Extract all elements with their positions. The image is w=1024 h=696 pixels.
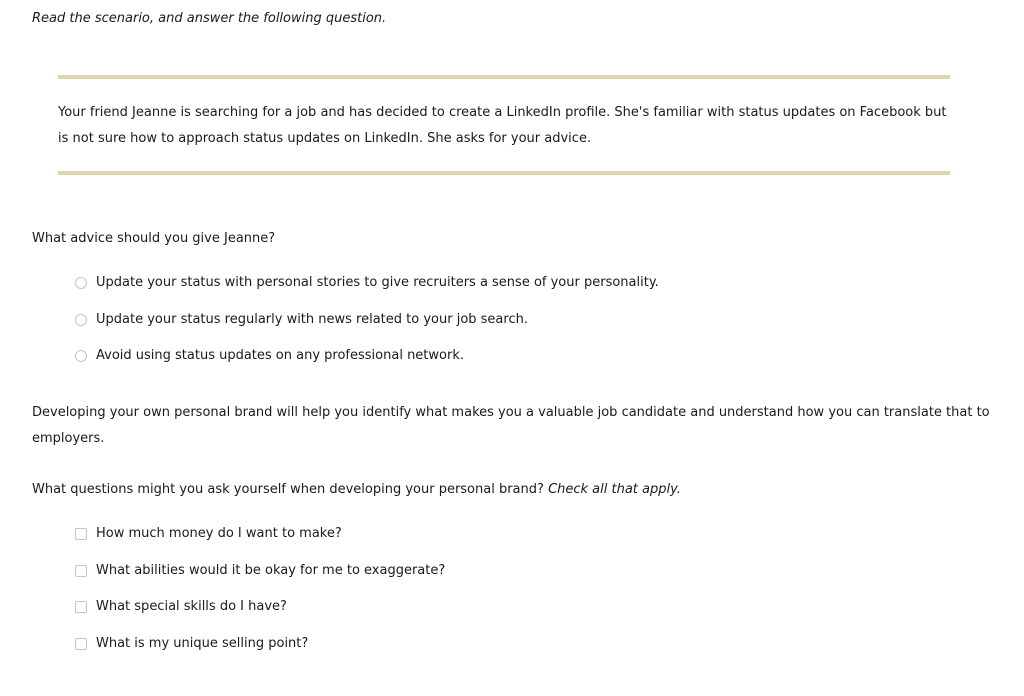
question-2-prompt-text: What questions might you ask yourself when developing your personal brand? [32, 482, 544, 497]
instructions-text: Read the scenario, and answer the following question. [32, 11, 387, 26]
radio-option-1[interactable] [75, 270, 659, 307]
radio-button[interactable] [75, 277, 87, 289]
checkbox[interactable] [75, 638, 87, 650]
checkbox[interactable] [75, 565, 87, 577]
checkbox-option-label[interactable]: What special skills do I have? [96, 599, 287, 614]
checkbox-option-2[interactable] [75, 558, 445, 595]
checkbox-option-3[interactable] [75, 594, 445, 631]
radio-option-label[interactable]: Update your status regularly with news related to your job search. [96, 311, 528, 327]
question-2-options [75, 521, 445, 667]
question-2-prompt [32, 477, 990, 503]
checkbox-option-label[interactable]: What abilities would it be okay for me to exaggerate? [96, 562, 446, 578]
checkbox-option-1[interactable] [75, 521, 445, 558]
scenario-text: Your friend Jeanne is searching for a job and has decided to create a LinkedIn profile. She's familiar with status updates on Facebook but is not sure how to approach status updates on LinkedIn. She asks for your advice. [58, 105, 947, 146]
checkbox[interactable] [75, 528, 87, 540]
radio-option-2[interactable] [75, 307, 659, 344]
radio-option-label[interactable]: Avoid using status updates on any professional network. [96, 348, 464, 363]
radio-option-label[interactable]: Update your status with personal stories to give recruiters a sense of your personality. [96, 275, 659, 290]
question-1-options [75, 270, 659, 380]
checkbox-option-4[interactable] [75, 631, 445, 668]
scenario-top-rule [58, 75, 950, 79]
question-2-hint: Check all that apply. [548, 482, 681, 497]
scenario-bottom-rule [58, 171, 950, 175]
checkbox-option-label[interactable]: What is my unique selling point? [96, 635, 309, 651]
scenario-box [58, 75, 950, 175]
question-1-prompt: What advice should you give Jeanne? [32, 231, 276, 246]
radio-button[interactable] [75, 350, 87, 362]
personal-brand-text: Developing your own personal brand will help you identify what makes you a valuable job candidate and understand how you can translate that to employers. [32, 405, 990, 446]
radio-button[interactable] [75, 314, 87, 326]
radio-option-3[interactable] [75, 343, 659, 380]
checkbox-option-label[interactable]: How much money do I want to make? [96, 526, 342, 541]
checkbox[interactable] [75, 601, 87, 613]
